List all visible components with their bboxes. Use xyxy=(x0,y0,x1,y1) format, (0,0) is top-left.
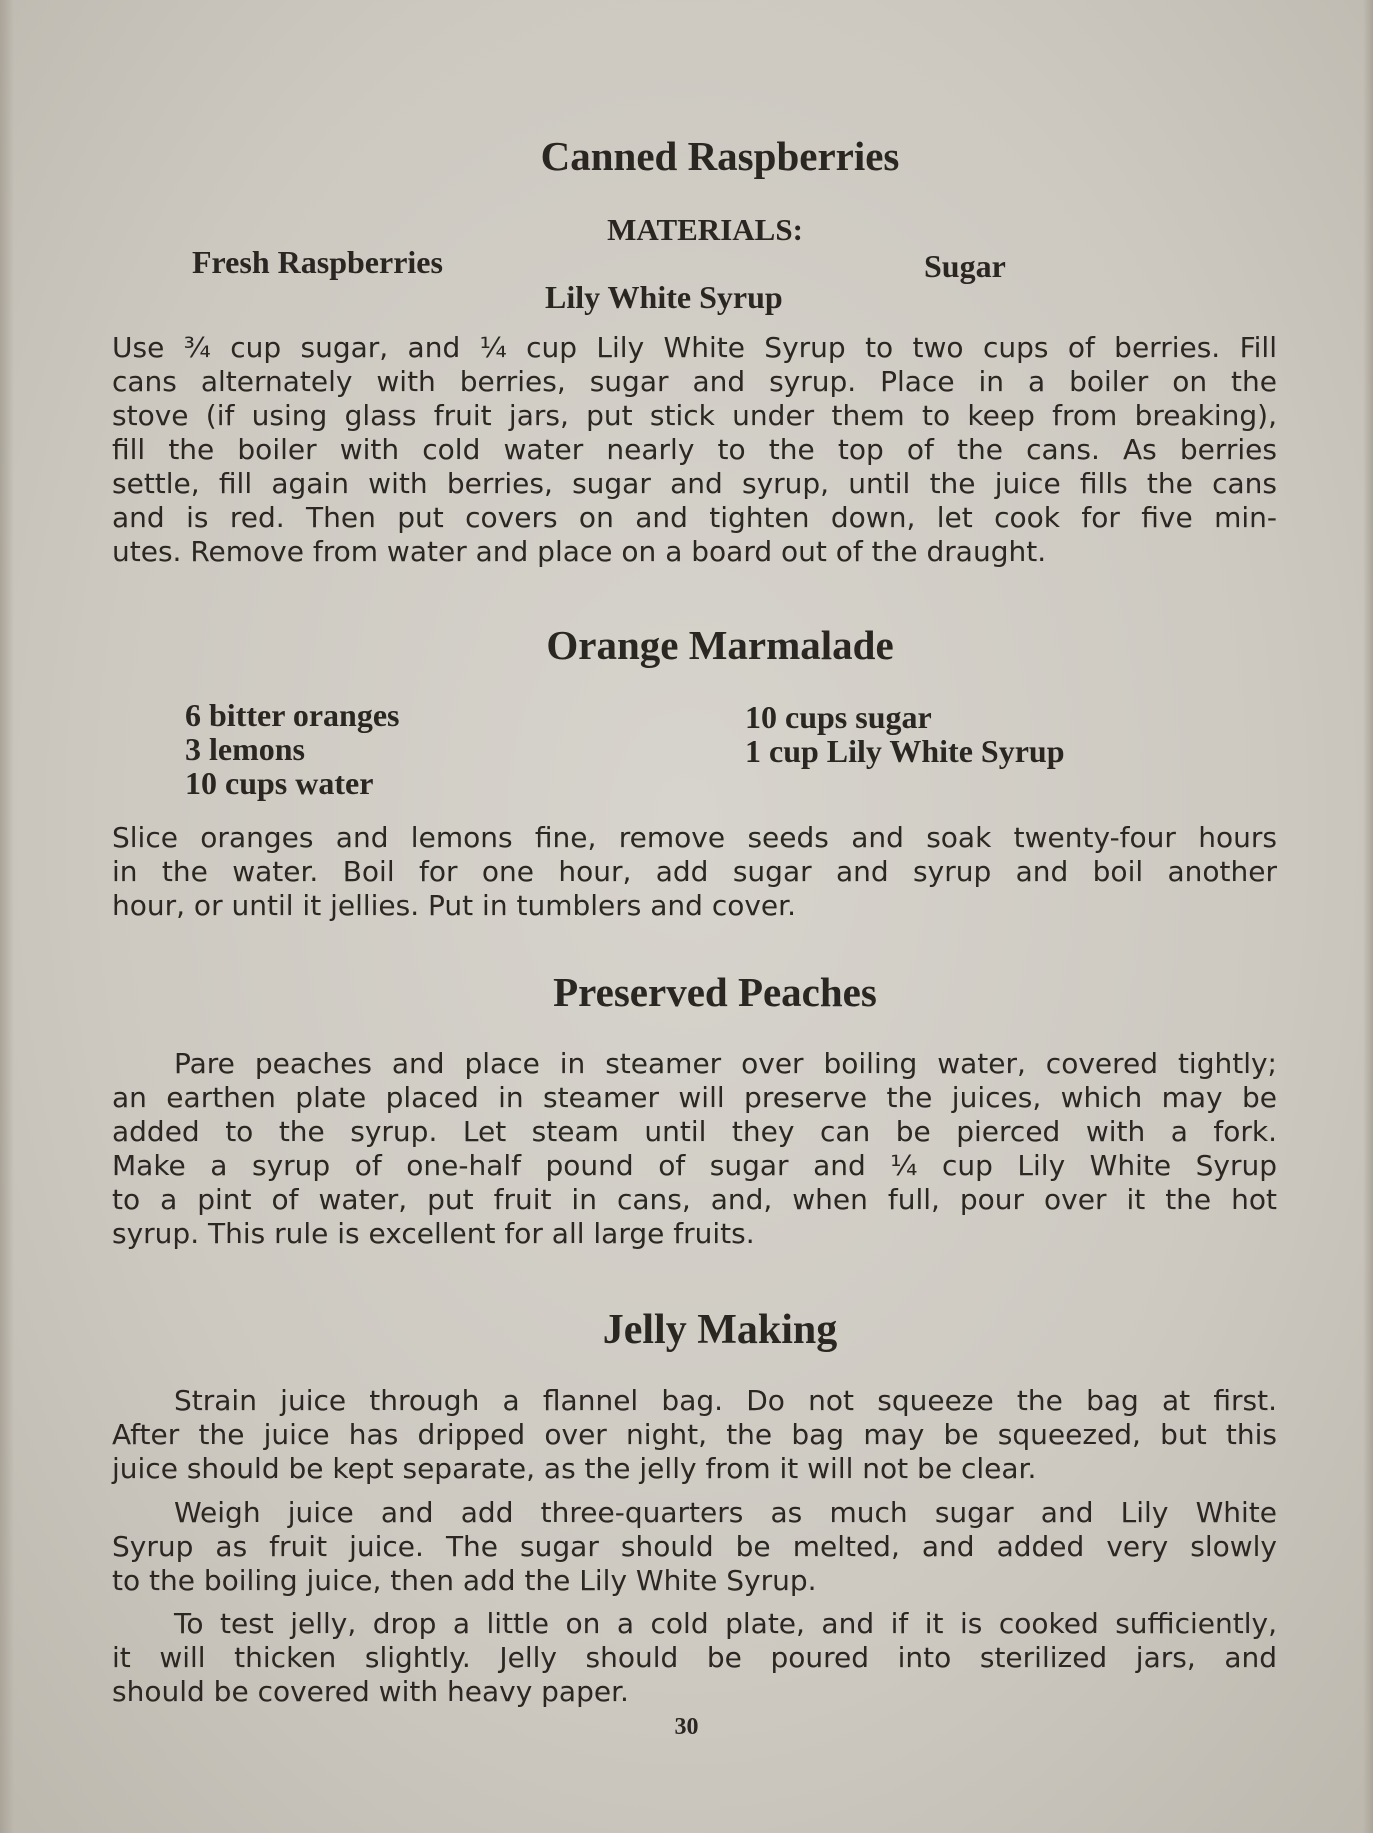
ingredient-water: 10 cups water xyxy=(185,765,374,801)
canned-raspberries-instructions xyxy=(112,331,1277,569)
materials-heading: MATERIALS: xyxy=(607,212,803,247)
text-line: settle, fill again with berries, sugar and syrup, until the juice fills the cans xyxy=(112,467,1277,500)
jelly-making-paragraph-2 xyxy=(112,1496,1277,1598)
text-line: Make a syrup of one-half pound of sugar and ¼ cup Lily White Syrup xyxy=(112,1149,1277,1182)
ingredient-sugar: 10 cups sugar xyxy=(745,699,932,735)
text-line: fill the boiler with cold water nearly to the top of the cans. As berries xyxy=(112,433,1277,466)
recipe-title-preserved-peaches: Preserved Peaches xyxy=(553,969,877,1015)
recipe-title-canned-raspberries: Canned Raspberries xyxy=(540,133,900,179)
text-line: utes. Remove from water and place on a board out of the draught. xyxy=(112,535,1047,568)
text-line: should be covered with heavy paper. xyxy=(112,1675,629,1708)
text-line: to the boiling juice, then add the Lily White Syrup. xyxy=(112,1564,817,1597)
preserved-peaches-instructions xyxy=(112,1047,1277,1251)
text-line: To test jelly, drop a little on a cold plate, and if it is cooked sufficiently, xyxy=(174,1607,1277,1640)
material-sugar: Sugar xyxy=(924,248,1006,284)
text-line: Pare peaches and place in steamer over boiling water, covered tightly; xyxy=(174,1047,1277,1080)
material-lily-white-syrup: Lily White Syrup xyxy=(545,279,783,315)
text-line: stove (if using glass fruit jars, put stick under them to keep from breaking), xyxy=(112,399,1277,432)
text-line: added to the syrup. Let steam until they can be pierced with a fork. xyxy=(112,1115,1277,1148)
text-line: cans alternately with berries, sugar and syrup. Place in a boiler on the xyxy=(112,365,1277,398)
text-line: Use ¾ cup sugar, and ¼ cup Lily White Syrup to two cups of berries. Fill xyxy=(112,331,1277,364)
text-line: hour, or until it jellies. Put in tumblers and cover. xyxy=(112,889,796,922)
text-line: Slice oranges and lemons fine, remove seeds and soak twenty-four hours xyxy=(112,821,1277,854)
text-line: an earthen plate placed in steamer will preserve the juices, which may be xyxy=(112,1081,1277,1114)
text-line: and is red. Then put covers on and tighten down, let cook for five min- xyxy=(112,501,1277,534)
text-line: Syrup as fruit juice. The sugar should be melted, and added very slowly xyxy=(112,1530,1277,1563)
ingredient-lemons: 3 lemons xyxy=(185,731,305,767)
text-line: juice should be kept separate, as the jelly from it will not be clear. xyxy=(112,1452,1037,1485)
recipe-title-jelly-making: Jelly Making xyxy=(602,1307,838,1353)
material-fresh-raspberries: Fresh Raspberries xyxy=(192,244,443,280)
ingredient-bitter-oranges: 6 bitter oranges xyxy=(185,697,400,733)
text-line: it will thicken slightly. Jelly should be poured into sterilized jars, and xyxy=(112,1641,1277,1674)
text-line: Weigh juice and add three-quarters as much sugar and Lily White xyxy=(174,1496,1277,1529)
text-line: in the water. Boil for one hour, add sugar and syrup and boil another xyxy=(112,855,1277,888)
orange-marmalade-instructions xyxy=(112,821,1277,923)
text-line: After the juice has dripped over night, the bag may be squeezed, but this xyxy=(112,1418,1277,1451)
jelly-making-paragraph-3 xyxy=(112,1607,1277,1709)
text-line: syrup. This rule is excellent for all large fruits. xyxy=(112,1217,755,1250)
text-line: Strain juice through a flannel bag. Do not squeeze the bag at first. xyxy=(174,1384,1277,1417)
ingredient-lily-white-syrup: 1 cup Lily White Syrup xyxy=(745,733,1065,769)
text-line: to a pint of water, put fruit in cans, and, when full, pour over it the hot xyxy=(112,1183,1277,1216)
page-number: 30 xyxy=(674,1714,699,1740)
jelly-making-paragraph-1 xyxy=(112,1384,1277,1486)
recipe-title-orange-marmalade: Orange Marmalade xyxy=(546,622,894,668)
